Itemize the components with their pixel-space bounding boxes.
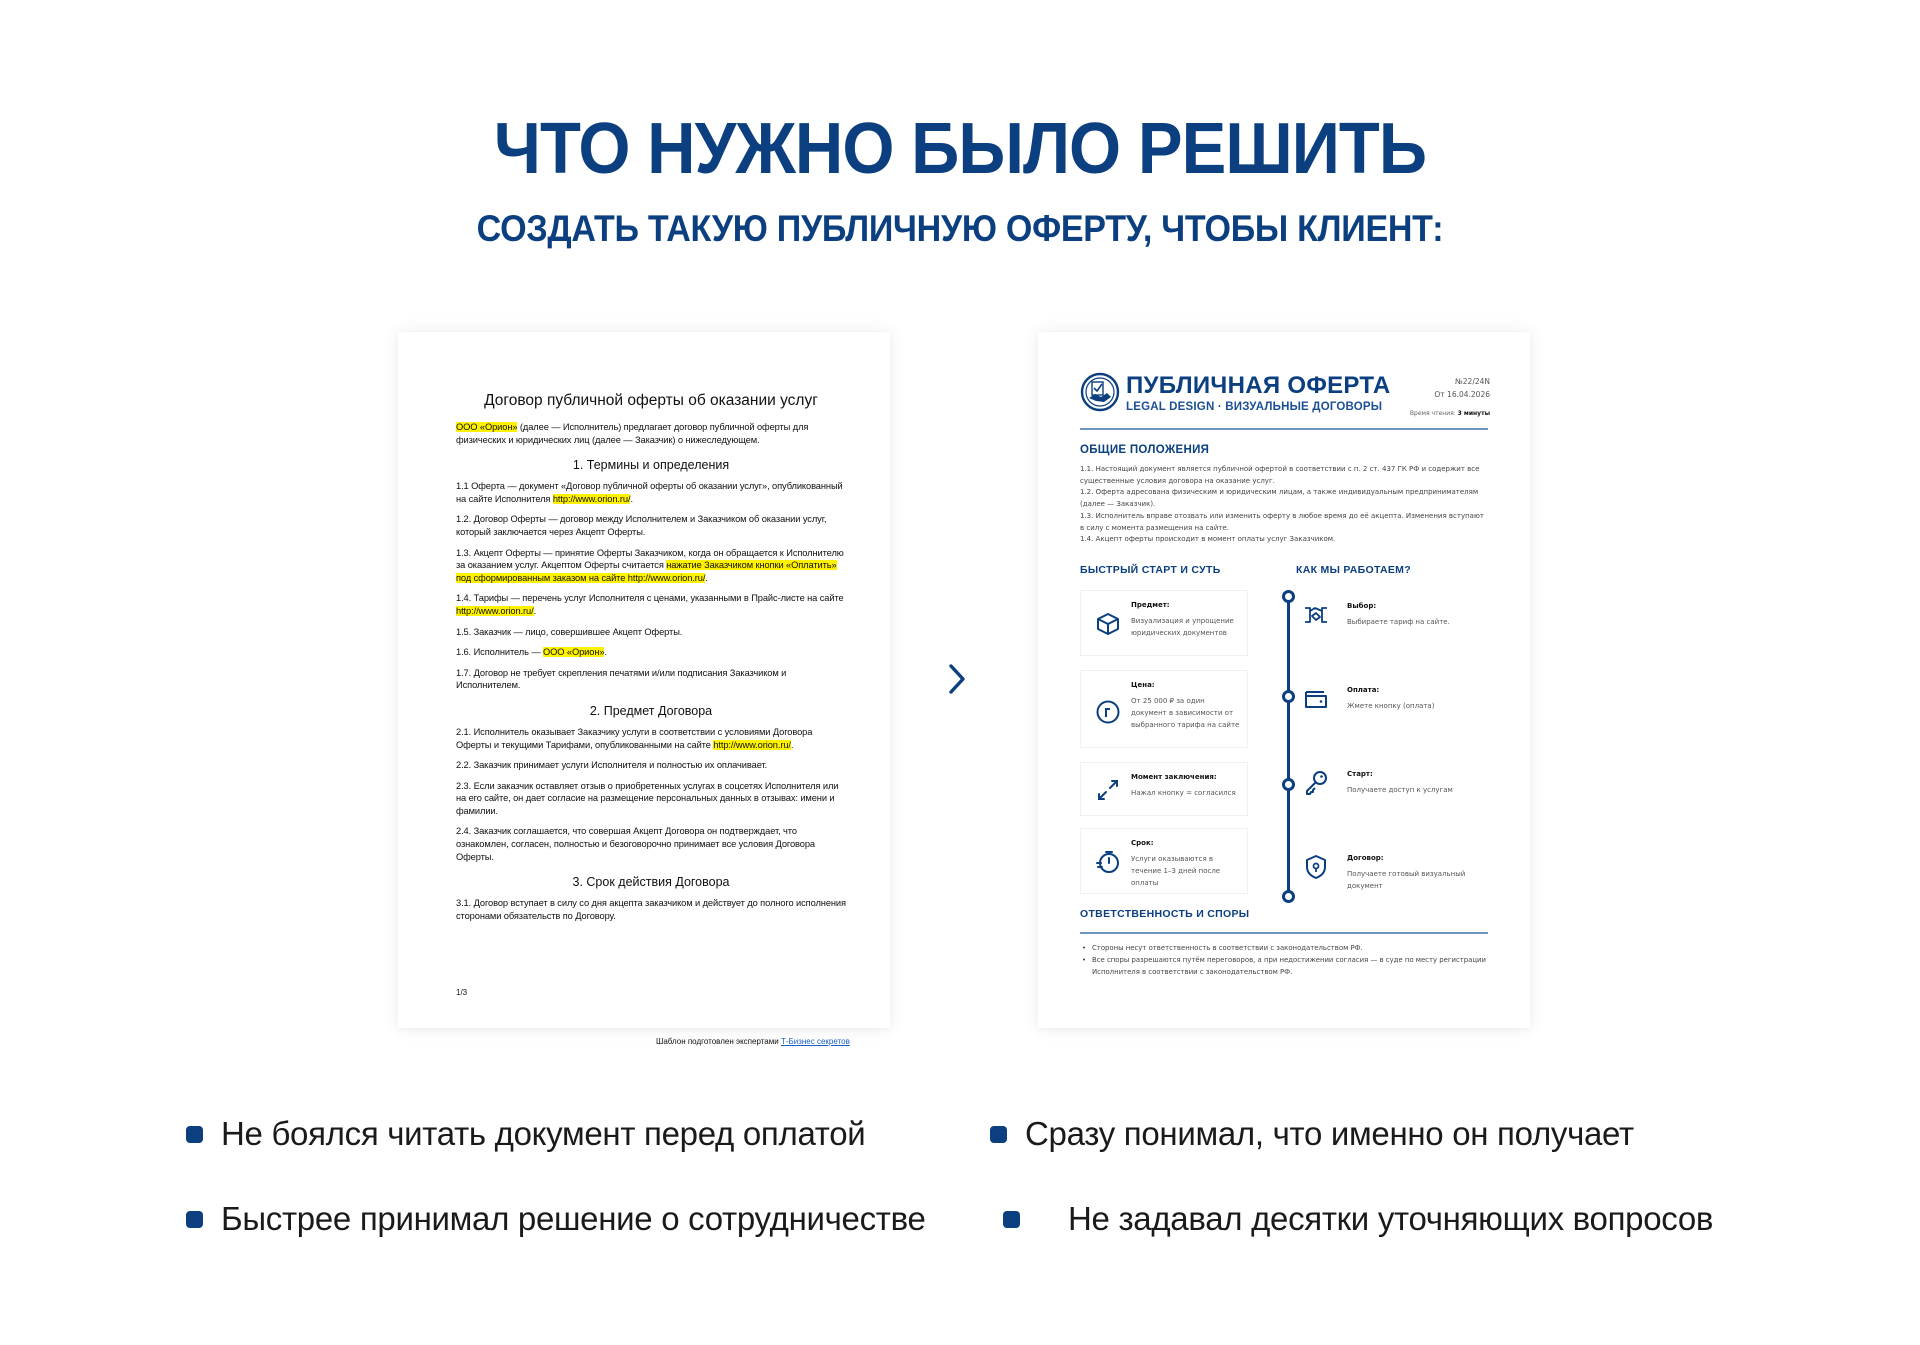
bullet-square-icon	[186, 1211, 203, 1228]
section-heading-responsibility: ОТВЕТСТВЕННОСТЬ И СПОРЫ	[1080, 908, 1250, 920]
doc-paragraph: 2.3. Если заказчик оставляет отзыв о приобретенных услугах в соцсетях Исполнителя или на его сайте, он дает согласие на размещение персональных данных в отзывах: имени и фамилии.	[456, 780, 839, 816]
section-heading-quick-start: БЫСТРЫЙ СТАРТ И СУТЬ	[1080, 564, 1221, 576]
doc-subtitle: LEGAL DESIGN · ВИЗУАЛЬНЫЕ ДОГОВОРЫ	[1126, 401, 1383, 413]
stopwatch-icon	[1095, 849, 1121, 875]
section-heading-general: ОБЩИЕ ПОЛОЖЕНИЯ	[1080, 444, 1210, 456]
key-icon	[1303, 770, 1329, 796]
highlight: http://www.orion.ru/	[552, 493, 631, 504]
bullet-square-icon	[186, 1126, 203, 1143]
template-credit-link[interactable]: Т-Бизнес секретов	[780, 1037, 850, 1046]
before-document-body	[456, 392, 850, 1046]
doc-paragraph: 1.7. Договор не требует скрепления печатями и/или подписания Заказчиком и Исполнителем.	[456, 667, 787, 691]
quick-item: Предмет: Визуализация и упрощение юридических документов	[1080, 590, 1248, 656]
doc-intro: ООО «Орион» (далее — Исполнитель) предлагает договор публичной оферты для физических и юридических лиц (далее — Заказчик) о нижеследующем.	[456, 422, 809, 445]
chevron-right-icon	[942, 662, 972, 696]
timeline-node	[1282, 890, 1295, 903]
doc-paragraph: 1.2. Договор Оферты — договор между Исполнителем и Заказчиком об оказании услуг, который заключается через Акцепт Оферты.	[456, 514, 827, 537]
page-number: 1/3	[456, 988, 468, 997]
doc-meta	[1434, 375, 1490, 401]
after-document-card: ПУБЛИЧНАЯ ОФЕРТА LEGAL DESIGN · ВИЗУАЛЬНЫЕ ДОГОВОРЫ №22/24N От 16.04.2026 Время чтения: 3 минуты ОБЩИЕ ПОЛОЖЕНИЯ 1.1. Настоящий документ является публичной офертой в соответствии с п. 2 ст. 437 ГК РФ и содержит все существенные условия договора на оказание услуг. 1.2. Оферта адресована физическим и юридическим лицам, а также индивидуальным предпринимателям (далее — Заказчик). 1.3. Исполнитель вправе отозвать или изменить оферту в любое время до её акцепта. Изменения вступают в силу с момента размещения на сайте. 1.4. Акцепт оферты происходит в момент оплаты услуг Заказчиком. БЫСТРЫЙ СТАРТ И СУТЬ КАК МЫ РАБОТАЕМ? Предмет: Визуализация и упрощение юридических документов Цена: От 25 000 ₽ за один документ в зависимости от выбранного тарифа на сайте Момент заключения: Нажал кнопку = согласился Срок: Услуги оказываются в течение 1–3 дней после оплаты Выбор: Выбираете тариф на сайте. Оплата: Жмете кнопку (оплата) Старт: Получаете доступ к услугам Договор: Получаете готовый визуальный документ ОТВЕТСТВЕННОСТЬ И СПОРЫ • Стороны несут ответственность в соответствии с законодательством РФ. • Все споры разрешаются путём переговоров, а при недостижении согласия — в суде по месту регистрации Исполнителя в соответствии с законодательством РФ.	[1038, 332, 1530, 1028]
shield-icon	[1303, 854, 1329, 880]
divider	[1080, 428, 1488, 430]
highlight: нажатие Заказчиком кнопки «Оплатить» под сформированным заказом на сайте http://www.orion.ru/	[456, 560, 837, 583]
highlight: ООО «Орион»	[456, 422, 518, 432]
doc-section-heading: 3. Срок действия Договора	[572, 875, 730, 890]
highlight: http://www.orion.ru/	[456, 605, 534, 616]
timeline-node	[1282, 778, 1295, 791]
highlight: http://www.orion.ru/	[713, 739, 791, 750]
page-subtitle: СОЗДАТЬ ТАКУЮ ПУБЛИЧНУЮ ОФЕРТУ, ЧТОБЫ КЛИЕНТ:	[476, 208, 1444, 249]
goal-item: Не боялся читать документ перед оплатой	[186, 1115, 865, 1153]
wallet-icon	[1303, 686, 1329, 712]
before-document-card	[398, 332, 890, 1046]
bullet-square-icon	[1003, 1211, 1020, 1228]
doc-paragraph: 2.2. Заказчик принимает услуги Исполнителя и полностью их оплачивает.	[456, 760, 768, 771]
doc-paragraph: 1.6. Исполнитель — ООО «Орион».	[456, 647, 607, 658]
doc-paragraph: 1.4. Тарифы — перечень услуг Исполнителя с ценами, указанными в Прайс-листе на сайте http://www.orion.ru/.	[456, 593, 844, 616]
ruble-coin-icon	[1095, 699, 1121, 725]
highlight: ООО «Орион»	[543, 647, 605, 658]
doc-title: Договор публичной оферты об оказании услуг	[484, 392, 818, 409]
list-item: • Стороны несут ответственность в соответствии с законодательством РФ.	[1080, 942, 1500, 954]
reading-time: Время чтения: 3 минуты	[1409, 410, 1490, 417]
doc-paragraph: 2.1. Исполнитель оказывает Заказчику услуги в соответствии с условиями Договора Оферты и текущими Тарифами, опубликованными на сайте http://www.orion.ru/.	[456, 726, 813, 750]
doc-paragraph: 1.3. Акцепт Оферты — принятие Оферты Заказчиком, когда он обращается к Исполнителю за оказанием услуг. Акцептом Оферты считается нажатие Заказчиком кнопки «Оплатить» под сформированным заказом на сайте http://www.orion.ru/.	[456, 547, 844, 583]
goal-item: Не задавал десятки уточняющих вопросов	[1003, 1200, 1713, 1238]
list-item: • Все споры разрешаются путём переговоров, а при недостижении согласия — в суде по месту регистрации Исполнителя в соответствии с законодательством РФ.	[1080, 954, 1500, 978]
cube-icon	[1095, 611, 1121, 637]
goal-item: Сразу понимал, что именно он получает	[990, 1115, 1634, 1153]
doc-paragraph: 1.5. Заказчик — лицо, совершившее Акцепт Оферты.	[456, 626, 683, 637]
timeline-node	[1282, 690, 1295, 703]
handshake-icon	[1303, 602, 1329, 628]
responsibility-list	[1080, 942, 1500, 978]
doc-section-heading: 1. Термины и определения	[572, 458, 730, 473]
section-heading-how-we-work: КАК МЫ РАБОТАЕМ?	[1296, 564, 1411, 576]
bullet-square-icon	[990, 1126, 1007, 1143]
general-provisions-text: 1.1. Настоящий документ является публичной офертой в соответствии с п. 2 ст. 437 ГК РФ и содержит все существенные условия договора на оказание услуг. 1.2. Оферта адресована физическим и юридическим лицам, а также индивидуальным предпринимателям (далее — Заказчик). 1.3. Исполнитель вправе отозвать или изменить оферту в любое время до её акцепта. Изменения вступают в силу с момента размещения на сайте. 1.4. Акцепт оферты происходит в момент оплаты услуг Заказчиком.	[1080, 465, 1484, 544]
doc-paragraph: 3.1. Договор вступает в силу со дня акцепта заказчиком и действует до полного исполнения сторонами обязательств по Договору.	[456, 898, 846, 921]
doc-date: От 16.04.2026	[1434, 390, 1490, 399]
doc-title: ПУБЛИЧНАЯ ОФЕРТА	[1126, 372, 1391, 399]
quick-item: Цена: От 25 000 ₽ за один документ в зависимости от выбранного тарифа на сайте	[1080, 670, 1248, 748]
timeline-line	[1287, 596, 1290, 896]
timeline-node	[1282, 590, 1295, 603]
goal-item: Быстрее принимал решение о сотрудничестве	[186, 1200, 926, 1238]
template-credit: Шаблон подготовлен экспертами Т-Бизнес секретов	[656, 1037, 850, 1046]
quick-item: Срок: Услуги оказываются в течение 1–3 дней после оплаты	[1080, 828, 1248, 894]
page-title: ЧТО НУЖНО БЫЛО РЕШИТЬ	[493, 109, 1427, 189]
handshake-logo-icon	[1080, 372, 1120, 412]
expand-arrows-icon	[1095, 777, 1121, 803]
divider	[1080, 932, 1488, 934]
doc-paragraph: 2.4. Заказчик соглашается, что совершая Акцепт Договора он подтверждает, что ознакомлен, согласен, полностью и безоговорочно принимает все условия Договора Оферты.	[456, 826, 815, 862]
doc-number: №22/24N	[1454, 377, 1490, 386]
doc-paragraph: 1.1 Оферта — документ «Договор публичной оферты об оказании услуг», опубликованный на сайте Исполнителя http://www.orion.ru/.	[456, 481, 843, 504]
quick-item: Момент заключения: Нажал кнопку = согласился	[1080, 762, 1248, 816]
doc-section-heading: 2. Предмет Договора	[589, 703, 713, 718]
